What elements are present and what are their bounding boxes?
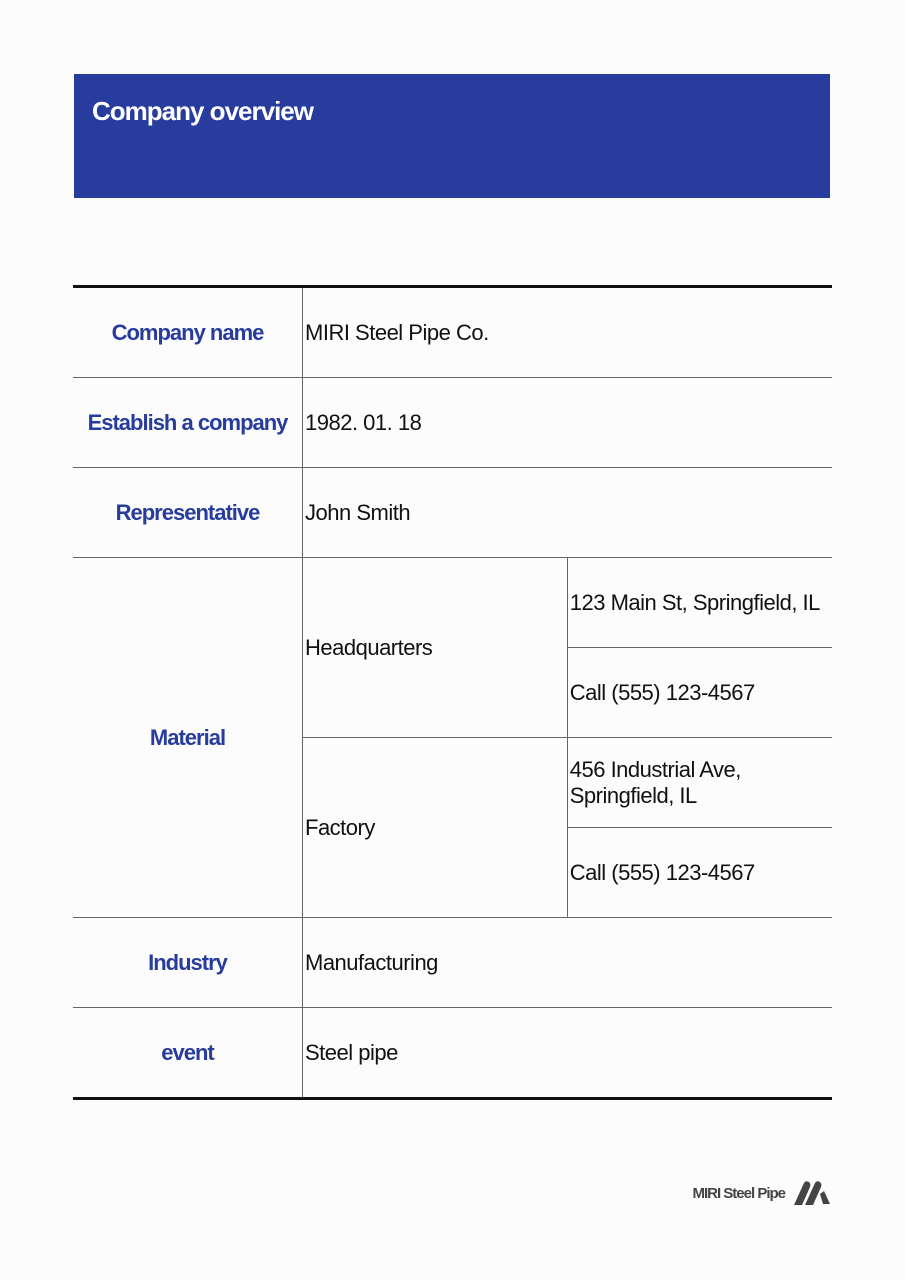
header-banner — [74, 74, 830, 198]
footer-brand-name: MIRI Steel Pipe — [692, 1184, 785, 1202]
table-row-hq-address — [73, 558, 832, 648]
event-label: event — [73, 1008, 303, 1099]
factory-phone: Call (555) 123-4567 — [567, 828, 832, 918]
miri-logo-icon — [793, 1180, 831, 1206]
established-label: Establish a company — [73, 378, 303, 468]
event-value: Steel pipe — [303, 1008, 833, 1099]
representative-value: John Smith — [303, 468, 833, 558]
company-info-table — [73, 285, 832, 1100]
established-value: 1982. 01. 18 — [303, 378, 833, 468]
footer-brand — [692, 1180, 831, 1206]
material-label: Material — [73, 558, 303, 918]
table-row-event — [73, 1008, 832, 1099]
page-title: Company overview — [92, 96, 313, 126]
industry-label: Industry — [73, 918, 303, 1008]
headquarters-phone: Call (555) 123-4567 — [567, 648, 832, 738]
table-row-industry — [73, 918, 832, 1008]
factory-label: Factory — [303, 738, 568, 918]
headquarters-address: 123 Main St, Springfield, IL — [567, 558, 832, 648]
industry-value: Manufacturing — [303, 918, 833, 1008]
headquarters-label: Headquarters — [303, 558, 568, 738]
table-row-established — [73, 378, 832, 468]
table-row-company-name — [73, 287, 832, 378]
company-name-label: Company name — [73, 287, 303, 378]
table-row-representative — [73, 468, 832, 558]
company-name-value: MIRI Steel Pipe Co. — [303, 287, 833, 378]
representative-label: Representative — [73, 468, 303, 558]
factory-address: 456 Industrial Ave, Springfield, IL — [567, 738, 832, 828]
